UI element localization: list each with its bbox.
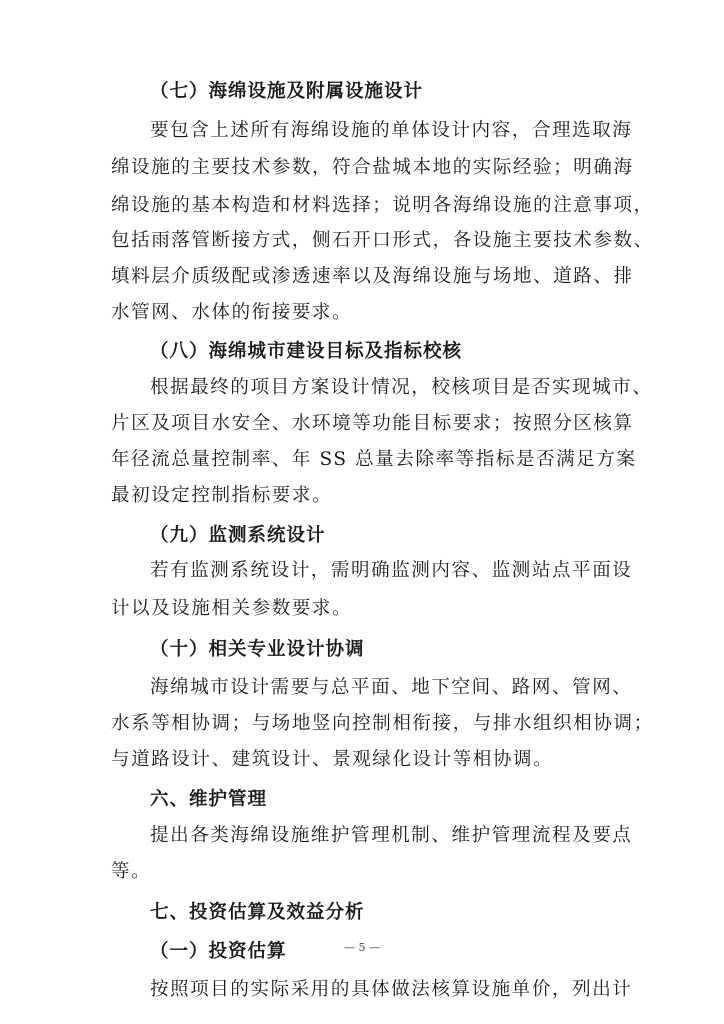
section-heading: （一）投资估算 [150,941,287,962]
section-heading: （十）相关专业设计协调 [150,639,365,660]
section-heading: （九）监测系统设计 [150,525,326,546]
section-heading: （八）海绵城市建设目标及指标校核 [150,341,463,362]
paragraph-line: 等。 [111,861,152,882]
page-number: — 5 — [344,941,380,954]
paragraph-line: 海绵城市设计需要与总平面、地下空间、路网、管网、 [150,677,633,698]
paragraph-line: 年径流总量控制率、年 SS 总量去除率等指标是否满足方案 [111,449,637,470]
section-heading: （七）海绵设施及附属设施设计 [150,81,424,102]
paragraph-line: 与道路设计、建筑设计、景观绿化设计等相协调。 [111,749,554,770]
paragraph-line: 计以及设施相关参数要求。 [111,598,353,619]
paragraph-line: 绵设施的基本构造和材料选择；说明各海绵设施的注意事项， [111,195,654,216]
section-heading: 七、投资估算及效益分析 [150,902,365,923]
paragraph-line: 填料层介质级配或渗透速率以及海绵设施与场地、道路、排 [111,266,634,287]
paragraph-line: 根据最终的项目方案设计情况，校核项目是否实现城市、 [150,377,653,398]
paragraph-line: 水系等相协调；与场地竖向控制相衔接，与排水组织相协调； [111,713,654,734]
paragraph-line: 提出各类海绵设施维护管理机制、维护管理流程及要点 [150,825,633,846]
paragraph-line: 要包含上述所有海绵设施的单体设计内容，合理选取海 [150,120,633,141]
section-heading: 六、维护管理 [150,789,268,810]
paragraph-line: 按照项目的实际采用的具体做法核算设施单价，列出计 [150,979,633,1000]
paragraph-line: 水管网、水体的衔接要求。 [111,302,353,323]
paragraph-line: 最初设定控制指标要求。 [111,485,333,506]
paragraph-line: 若有监测系统设计，需明确监测内容、监测站点平面设 [150,560,633,581]
paragraph-line: 片区及项目水安全、水环境等功能目标要求；按照分区核算 [111,413,634,434]
paragraph-line: 包括雨落管断接方式，侧石开口形式，各设施主要技术参数、 [111,230,654,251]
paragraph-line: 绵设施的主要技术参数，符合盐城本地的实际经验；明确海 [111,157,634,178]
